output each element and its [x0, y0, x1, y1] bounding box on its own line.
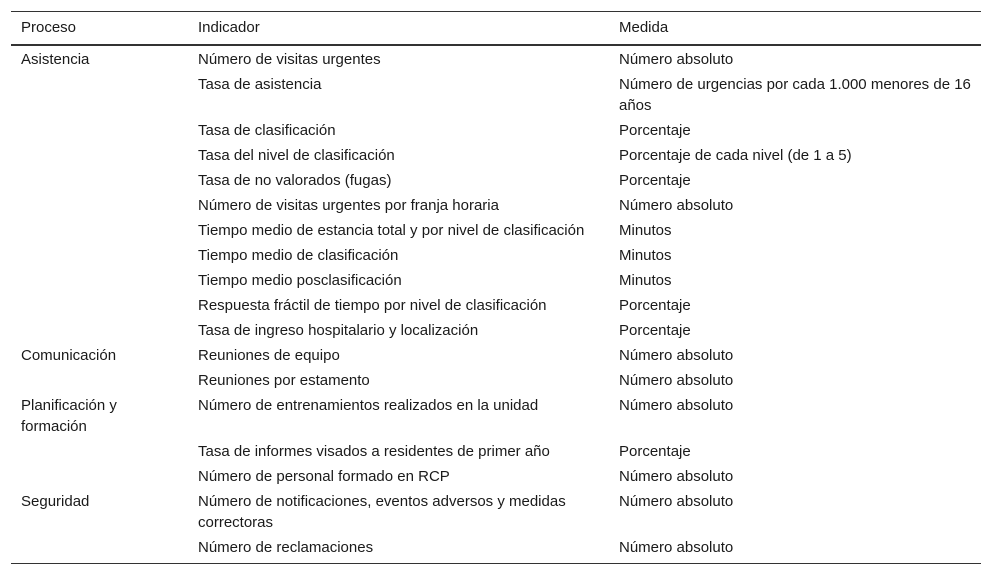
cell-medida: Porcentaje [619, 172, 691, 189]
table-row [11, 368, 981, 393]
cell-medida: Porcentaje [619, 443, 691, 460]
table-row [11, 45, 981, 72]
cell-proceso [11, 118, 188, 143]
table-row [11, 439, 981, 464]
cell-indicador: Tiempo medio posclasificación [198, 272, 402, 289]
cell-indicador: Respuesta fráctil de tiempo por nivel de clasificación [198, 297, 547, 314]
cell-indicador: Reuniones de equipo [198, 347, 340, 364]
cell-proceso: Comunicación [21, 347, 117, 364]
table-row [11, 318, 981, 343]
table-row [11, 393, 981, 439]
cell-medida: Número absoluto [619, 468, 734, 485]
cell-indicador: Reuniones por estamento [198, 372, 370, 389]
cell-medida: Número absoluto [619, 539, 734, 556]
table-row [11, 143, 981, 168]
header-indicador: Indicador [198, 19, 260, 36]
cell-medida: Número absoluto [619, 372, 734, 389]
cell-indicador: Tasa de ingreso hospitalario y localización [198, 322, 479, 339]
table-row [11, 72, 981, 118]
cell-medida: Número absoluto [619, 397, 734, 414]
header-medida: Medida [619, 19, 669, 36]
cell-indicador: Tasa de no valorados (fugas) [198, 172, 392, 189]
indicators-table [11, 11, 981, 564]
cell-indicador: Tasa de asistencia [198, 76, 322, 93]
cell-proceso: Seguridad [21, 493, 90, 510]
cell-indicador: Número de visitas urgentes [198, 51, 381, 68]
cell-indicador: Tasa de informes visados a residentes de primer año [198, 443, 550, 460]
cell-proceso [11, 535, 188, 564]
cell-medida: Número absoluto [619, 493, 734, 510]
cell-proceso [11, 243, 188, 268]
cell-medida: Porcentaje [619, 122, 691, 139]
cell-medida: Número absoluto [619, 51, 734, 68]
cell-medida: Número absoluto [619, 347, 734, 364]
indicators-table-container [11, 11, 981, 564]
cell-proceso [11, 464, 188, 489]
cell-indicador: Tiempo medio de clasificación [198, 247, 399, 264]
cell-medida: Minutos [619, 247, 672, 264]
cell-proceso [11, 168, 188, 193]
cell-indicador: Número de visitas urgentes por franja horaria [198, 197, 499, 214]
cell-indicador: Número de notificaciones, eventos adversos y medidas correctoras [198, 493, 566, 531]
cell-medida: Porcentaje [619, 322, 691, 339]
cell-medida: Minutos [619, 272, 672, 289]
cell-proceso [11, 318, 188, 343]
cell-indicador: Tasa del nivel de clasificación [198, 147, 395, 164]
cell-proceso: Planificación y formación [21, 397, 117, 435]
header-row [11, 12, 981, 46]
table-row [11, 343, 981, 368]
cell-medida: Número de urgencias por cada 1.000 menores de 16 años [619, 76, 971, 114]
cell-indicador: Tasa de clasificación [198, 122, 336, 139]
cell-indicador: Número de reclamaciones [198, 539, 374, 556]
table-row [11, 218, 981, 243]
table-row [11, 168, 981, 193]
table-body [11, 45, 981, 564]
cell-proceso [11, 143, 188, 168]
cell-proceso [11, 72, 188, 118]
table-row [11, 535, 981, 564]
table-row [11, 293, 981, 318]
cell-indicador: Número de entrenamientos realizados en la unidad [198, 397, 539, 414]
cell-medida: Porcentaje [619, 297, 691, 314]
cell-proceso [11, 268, 188, 293]
table-row [11, 464, 981, 489]
cell-proceso [11, 439, 188, 464]
table-row [11, 243, 981, 268]
cell-proceso: Asistencia [21, 51, 90, 68]
table-row [11, 118, 981, 143]
cell-proceso [11, 293, 188, 318]
table-row [11, 193, 981, 218]
table-row [11, 268, 981, 293]
cell-indicador: Número de personal formado en RCP [198, 468, 450, 485]
cell-medida: Minutos [619, 222, 672, 239]
cell-proceso [11, 368, 188, 393]
cell-proceso [11, 193, 188, 218]
table-header [11, 12, 981, 46]
header-proceso: Proceso [21, 19, 77, 36]
cell-medida: Número absoluto [619, 197, 734, 214]
cell-proceso [11, 218, 188, 243]
cell-indicador: Tiempo medio de estancia total y por nivel de clasificación [198, 222, 585, 239]
cell-medida: Porcentaje de cada nivel (de 1 a 5) [619, 147, 852, 164]
table-row [11, 489, 981, 535]
